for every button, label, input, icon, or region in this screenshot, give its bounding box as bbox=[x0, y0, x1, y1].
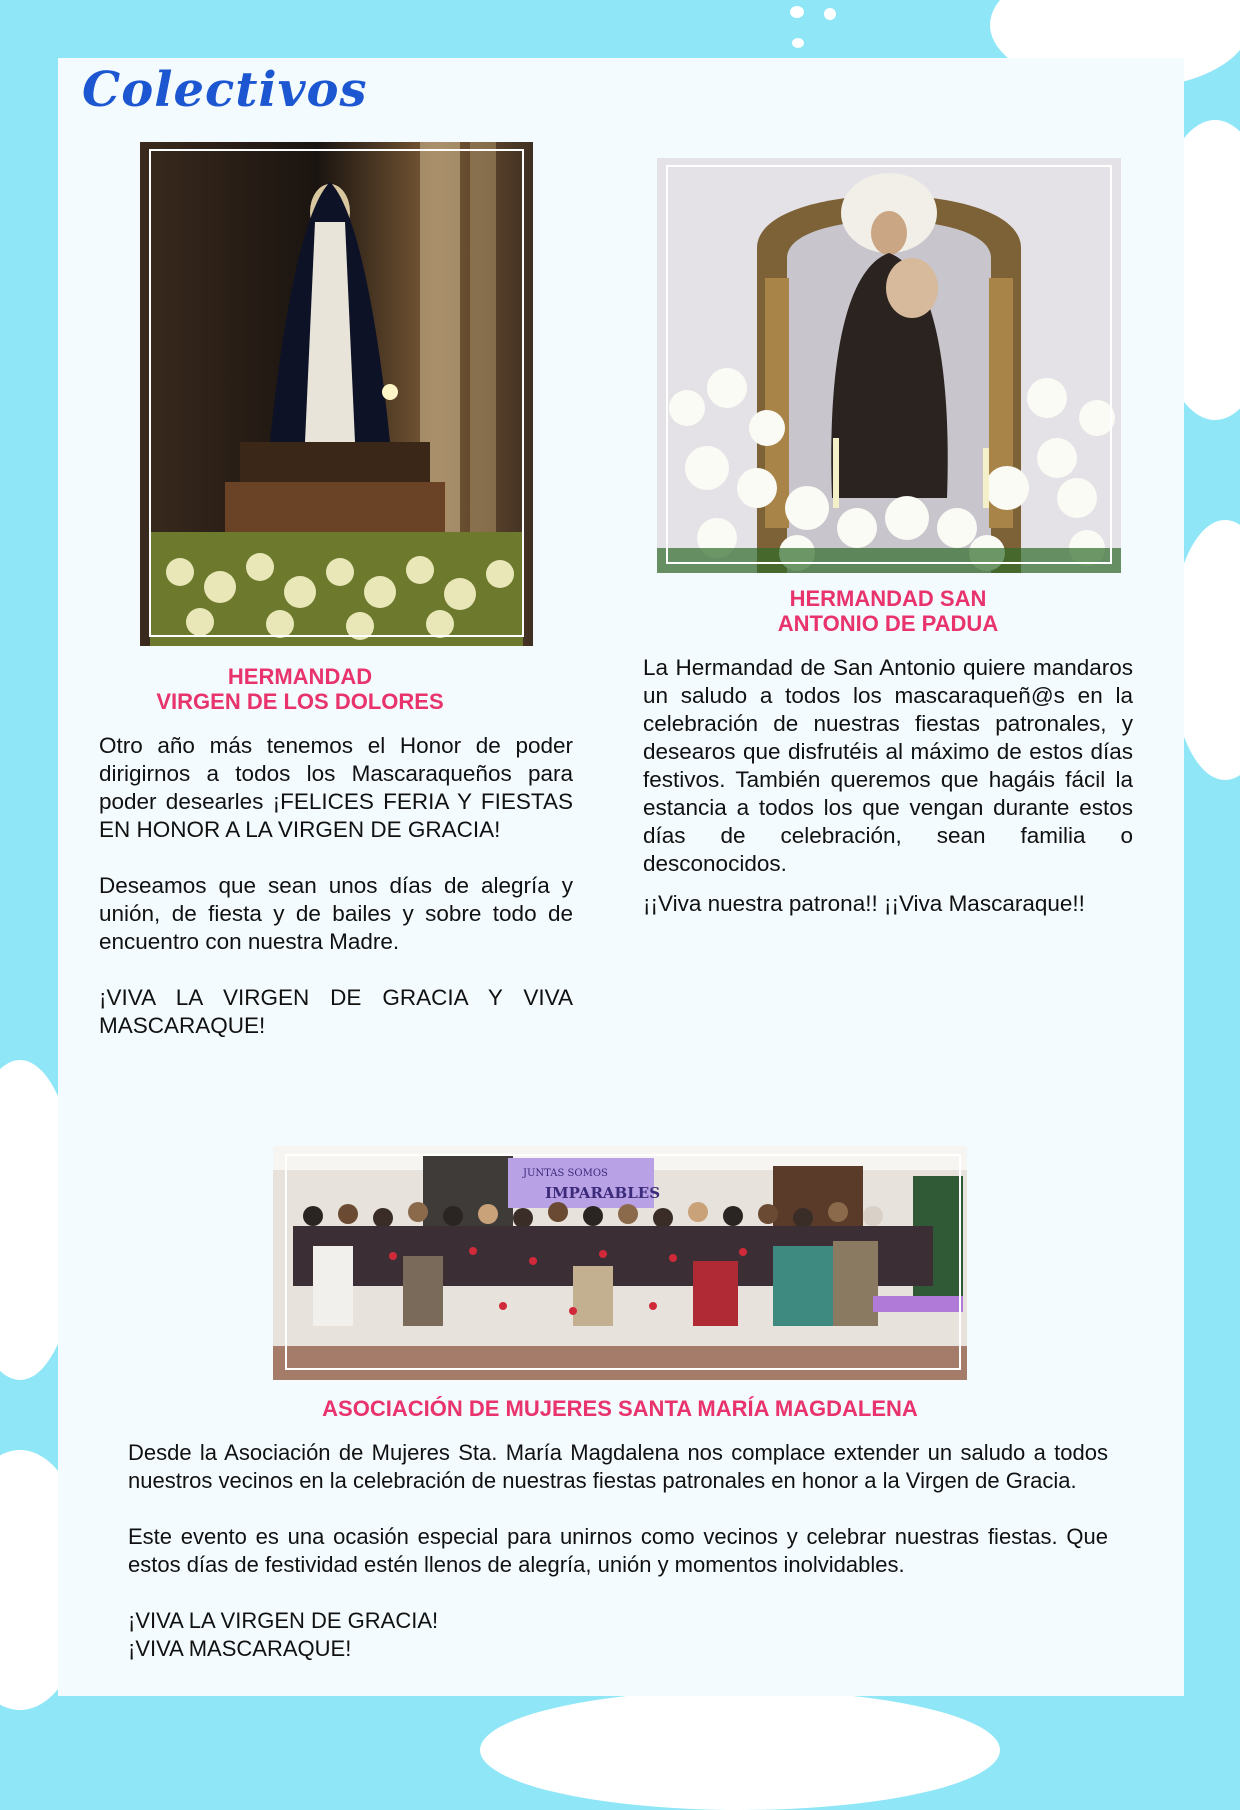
heading-line: HERMANDAD SAN bbox=[789, 586, 987, 611]
paragraph: Deseamos que sean unos días de alegría y unión, de fiesta y de bailes y sobre todo de encuentro con nuestra Madre. bbox=[99, 873, 573, 954]
section-heading-dolores bbox=[100, 664, 500, 714]
antonio-text bbox=[643, 654, 1133, 930]
content-panel bbox=[58, 58, 1184, 1696]
group-photo bbox=[273, 1146, 967, 1380]
floral-decoration bbox=[792, 38, 804, 48]
closing bbox=[128, 1607, 1108, 1663]
floral-decoration bbox=[480, 1690, 1000, 1810]
photo-frame bbox=[285, 1154, 961, 1370]
virgin-statue-photo bbox=[140, 142, 533, 646]
section-heading-mujeres: ASOCIACIÓN DE MUJERES SANTA MARÍA MAGDALENA bbox=[322, 1396, 918, 1421]
mujeres-text bbox=[128, 1439, 1108, 1691]
closing-line: ¡VIVA MASCARAQUE! bbox=[128, 1636, 352, 1661]
heading-line: VIRGEN DE LOS DOLORES bbox=[156, 689, 444, 714]
closing-line: ¡VIVA LA VIRGEN DE GRACIA! bbox=[128, 1608, 439, 1633]
paragraph: Otro año más tenemos el Honor de poder dirigirnos a todos los Mascaraqueños para poder desearles ¡FELICES FERIA Y FIESTAS EN HONOR A LA VIRGEN DE GRACIA! bbox=[99, 733, 573, 842]
page-title: Colectivos bbox=[82, 62, 368, 118]
paragraph: ¡VIVA LA VIRGEN DE GRACIA Y VIVA MASCARAQUE! bbox=[99, 985, 573, 1038]
photo-frame bbox=[149, 149, 524, 637]
paragraph: Desde la Asociación de Mujeres Sta. María Magdalena nos complace extender un saludo a todos nuestros vecinos en la celebración de nuestras fiestas patronales en honor a la Virgen de Gracia. bbox=[128, 1440, 1108, 1493]
photo-frame bbox=[666, 165, 1112, 564]
floral-decoration bbox=[790, 6, 804, 18]
banner-text: JUNTAS SOMOS bbox=[523, 1168, 608, 1179]
section-heading-antonio bbox=[688, 586, 1088, 636]
paragraph: ¡¡Viva nuestra patrona!! ¡¡Viva Mascaraque!! bbox=[643, 891, 1085, 916]
saint-anthony-statue-photo bbox=[657, 158, 1121, 573]
paragraph: La Hermandad de San Antonio quiere mandaros un saludo a todos los mascaraqueñ@s en la celebración de nuestras fiestas patronales, y desearos que disfrutéis al máximo de estos días festivos. También queremos que hagáis fácil la estancia a todos los que vengan durante estos días de celebración, sean familia o desconocidos. bbox=[643, 655, 1133, 876]
paragraph: Este evento es una ocasión especial para unirnos como vecinos y celebrar nuestras fiestas. Que estos días de festividad estén llenos de alegría, unión y momentos inolvidables. bbox=[128, 1524, 1108, 1577]
banner-text: IMPARABLES bbox=[545, 1184, 661, 1202]
heading-line: HERMANDAD bbox=[227, 664, 373, 689]
floral-decoration bbox=[824, 8, 836, 20]
heading-line: ANTONIO DE PADUA bbox=[777, 611, 999, 636]
dolores-text bbox=[99, 732, 573, 1068]
